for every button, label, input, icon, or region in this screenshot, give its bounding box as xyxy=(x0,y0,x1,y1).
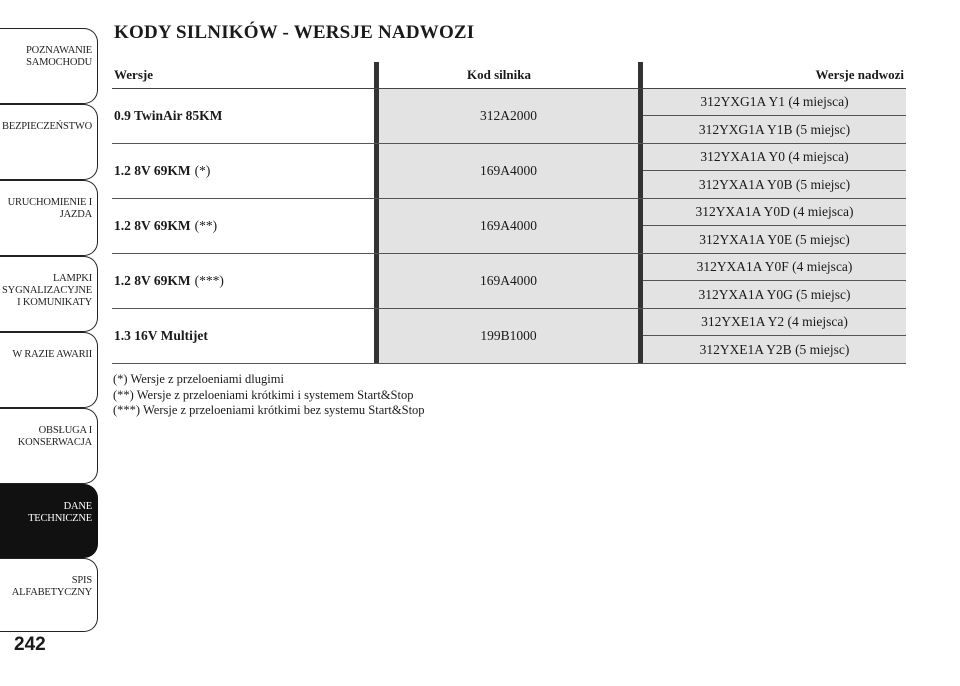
tab-uruchomienie-i-jazda[interactable]: URUCHOMIENIE I JAZDA xyxy=(0,180,98,256)
version-cell xyxy=(114,89,226,143)
engine-code-cell: 169A4000 xyxy=(374,254,638,308)
column-divider xyxy=(374,62,379,88)
version-note: (*) xyxy=(194,163,211,178)
body-version: 312YXE1A Y2B (5 miejsc) xyxy=(643,336,906,363)
body-versions-cell xyxy=(638,309,906,363)
tab-poznawanie-samochodu[interactable]: POZNAWANIE SAMOCHODU xyxy=(0,28,98,104)
table-row xyxy=(112,89,906,144)
version-name: 1.3 16V Multijet xyxy=(114,328,208,343)
body-version: 312YXA1A Y0 (4 miejsca) xyxy=(643,144,906,171)
column-divider xyxy=(638,62,643,88)
table-row xyxy=(112,144,906,199)
engine-code-cell: 312A2000 xyxy=(374,89,638,143)
engine-code-cell: 169A4000 xyxy=(374,144,638,198)
body-version: 312YXA1A Y0F (4 miejsca) xyxy=(643,254,906,281)
body-version: 312YXG1A Y1 (4 miejsca) xyxy=(643,89,906,116)
tab-dane-techniczne[interactable]: DANE TECHNICZNE xyxy=(0,484,98,558)
footnote: (***) Wersje z przeloeniami krótkimi bez systemu Start&Stop xyxy=(113,403,425,417)
table-row xyxy=(112,254,906,309)
page-number: 242 xyxy=(14,634,46,655)
version-name: 1.2 8V 69KM xyxy=(114,163,191,178)
engine-codes-table xyxy=(112,62,906,364)
header-body-versions: Wersje nadwozi xyxy=(815,67,904,82)
body-version: 312YXG1A Y1B (5 miejsc) xyxy=(643,116,906,143)
table-row xyxy=(112,309,906,364)
version-cell xyxy=(114,309,212,363)
tab-lampki-sygnalizacyjne[interactable]: LAMPKI SYGNALIZACYJNE I KOMUNIKATY xyxy=(0,256,98,332)
header-versions: Wersje xyxy=(114,67,153,82)
table-header xyxy=(112,62,906,89)
body-version: 312YXA1A Y0E (5 miejsc) xyxy=(643,226,906,253)
tab-w-razie-awarii[interactable]: W RAZIE AWARII xyxy=(0,332,98,408)
version-name: 1.2 8V 69KM xyxy=(114,218,191,233)
version-cell xyxy=(114,199,217,253)
footnotes xyxy=(113,372,425,419)
table-row xyxy=(112,199,906,254)
engine-code-cell: 169A4000 xyxy=(374,199,638,253)
tab-bezpieczenstwo[interactable]: BEZPIECZEŃSTWO xyxy=(0,104,98,180)
body-versions-cell xyxy=(638,89,906,143)
tab-spis-alfabetyczny[interactable]: SPIS ALFABETYCZNY xyxy=(0,558,98,632)
chapter-sidebar xyxy=(0,0,100,686)
body-version: 312YXA1A Y0B (5 miejsc) xyxy=(643,171,906,198)
version-note: (**) xyxy=(194,218,218,233)
version-note: (***) xyxy=(194,273,224,288)
footnote: (**) Wersje z przeloeniami krótkimi i systemem Start&Stop xyxy=(113,387,414,402)
body-version: 312YXE1A Y2 (4 miejsca) xyxy=(643,309,906,336)
page-title: KODY SILNIKÓW - WERSJE NADWOZI xyxy=(114,22,475,43)
body-versions-cell xyxy=(638,144,906,198)
body-version: 312YXA1A Y0G (5 miejsc) xyxy=(643,281,906,308)
body-version: 312YXA1A Y0D (4 miejsca) xyxy=(643,199,906,226)
body-versions-cell xyxy=(638,254,906,308)
version-cell xyxy=(114,254,224,308)
body-versions-cell xyxy=(638,199,906,253)
version-name: 0.9 TwinAir 85KM xyxy=(114,108,223,123)
tab-obsluga-i-konserwacja[interactable]: OBSŁUGA I KONSERWACJA xyxy=(0,408,98,484)
version-name: 1.2 8V 69KM xyxy=(114,273,191,288)
version-cell xyxy=(114,144,210,198)
footnote: (*) Wersje z przeloeniami dlugimi xyxy=(113,372,284,386)
engine-code-cell: 199B1000 xyxy=(374,309,638,363)
header-engine-code: Kod silnika xyxy=(467,67,531,82)
